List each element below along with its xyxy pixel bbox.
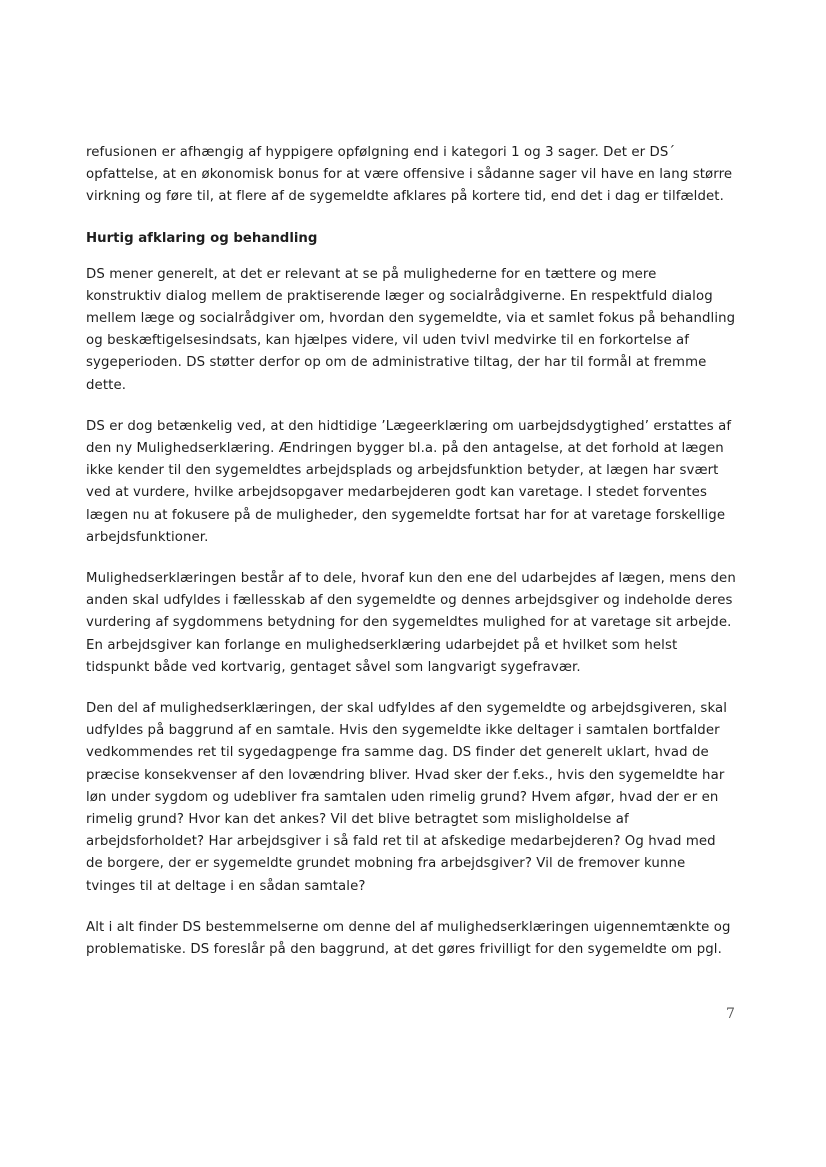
paragraph-dialog: DS mener generelt, at det er relevant at se på mulighederne for en tættere og mere konstruktiv dialog mellem de praktiserende læger og socialrådgiverne. En respektfuld dialog mellem læge og socialrådgiver om, hvordan den sygemeldte, via et samlet fokus på behandling og beskæftigelsesindsats, kan hjælpes videre, vil uden tvivl medvirke til en forkortelse af sygeperioden. DS støtter derfor op om de administrative tiltag, der har til formål at fremme dette. xyxy=(86,266,736,393)
section-heading: Hurtig afklaring og behandling xyxy=(86,230,318,246)
page-number: 7 xyxy=(726,1006,735,1022)
paragraph-conclusion: Alt i alt finder DS bestemmelserne om denne del af mulighedserklæringen uigennemtænkte og problematiske. DS foreslår på den baggrund, at det gøres frivilligt for den sygemeldte om pgl. xyxy=(86,919,731,958)
document-body xyxy=(86,142,736,961)
paragraph-laegeerklaering: DS er dog betænkelig ved, at den hidtidige ’Lægeerklæring om uarbejdsdygtighed’ erstattes af den ny Mulighedserklæring. Ændringen bygger bl.a. på den antagelse, at det forhold at lægen ikke kender til den sygemeldtes arbejdsplads og arbejdsfunktion betyder, at lægen har svært ved at vurdere, hvilke arbejdsopgaver medarbejderen godt kan varetage. I stedet forventes lægen nu at fokusere på de muligheder, den sygemeldte fortsat har for at varetage forskellige arbejdsfunktioner. xyxy=(86,418,732,545)
paragraph-samtale: Den del af mulighedserklæringen, der skal udfyldes af den sygemeldte og arbejdsgiveren, skal udfyldes på baggrund af en samtale. Hvis den sygemeldte ikke deltager i samtalen bortfalder vedkommendes ret til sygedagpenge fra samme dag. DS finder det generelt uklart, hvad de præcise konsekvenser af den lovændring bliver. Hvad sker der f.eks., hvis den sygemeldte har løn under sygdom og udebliver fra samtalen uden rimelig grund? Hvem afgør, hvad der er en rimelig grund? Hvor kan det ankes? Vil det blive betragtet som misligholdelse af arbejdsforholdet? Har arbejdsgiver i så fald ret til at afskedige medarbejderen? Og hvad med de borgere, der er sygemeldte grundet mobning fra arbejdsgiver? Vil de fremover kunne tvinges til at deltage i en sådan samtale? xyxy=(86,701,728,894)
paragraph-mulighedserklaering: Mulighedserklæringen består af to dele, hvoraf kun den ene del udarbejdes af lægen, mens den anden skal udfyldes i fællesskab af den sygemeldte og dennes arbejdsgiver og indeholde deres vurdering af sygdommens betydning for den sygemeldtes mulighed for at varetage sit arbejde. En arbejdsgiver kan forlange en mulighedserklæring udarbejdet på et hvilket som helst tidspunkt både ved kortvarig, gentaget såvel som langvarigt sygefravær. xyxy=(86,571,736,675)
paragraph-refusion: refusionen er afhængig af hyppigere opfølgning end i kategori 1 og 3 sager. Det er DS´ opfattelse, at en økonomisk bonus for at være offensive i sådanne sager vil have en lang større virkning og føre til, at flere af de sygemeldte afklares på kortere tid, end det i dag er tilfældet. xyxy=(86,145,733,205)
